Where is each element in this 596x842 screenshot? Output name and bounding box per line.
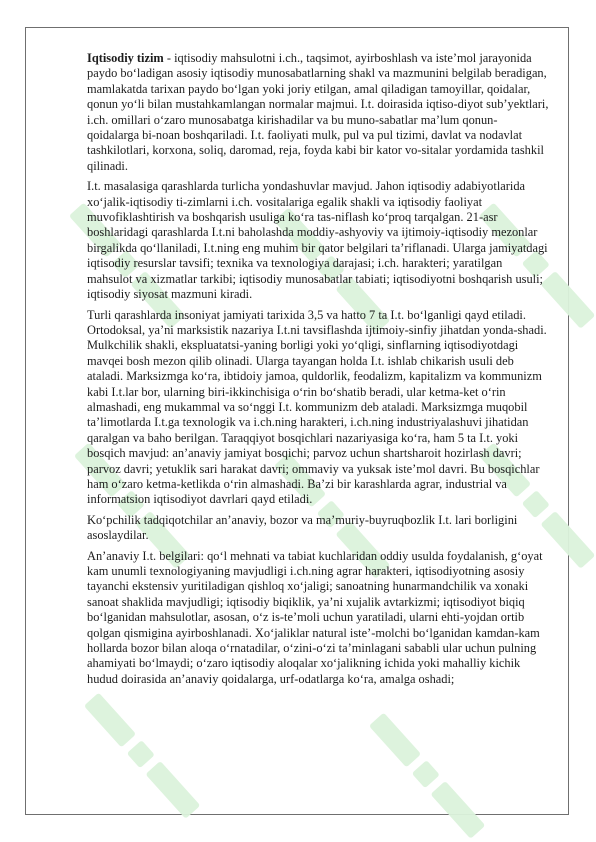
definition-text: - iqtisodiy mahsulotni i.ch., taqsimot, ayirboshlash va iste’mol jarayonida paydo bo‘ladigan asosiy iqtisodiy munosabatlarning shakl va mazmunini belgilab beradigan, mamlakatda tarixan paydo bo‘lgan yoki joriy etilgan, amal qiladigan tamoyillar, qoidalar, qonun yo‘li bilan mustahkamlangan normalar majmui. I.t. doirasida iqtiso-diyot sub’yektlari, i.ch. omillari o‘zaro munosabatga kirishadilar va bu muno-sabatlar ma’lum qonun-qoidalarga bi-noan boshqariladi. I.t. faoliyati mulk, pul va pul tizimi, davlat va nodavlat tashkilotlari, korxona, soliq, daromad, reja, foyda kabi bir kator vo-sitalar yordamida tashkil qilinadi.	[87, 51, 549, 173]
watermark-stripe	[84, 693, 201, 819]
paragraph-definition	[87, 51, 549, 174]
defined-term: Iqtisodiy tizim	[87, 51, 164, 65]
paragraph-approaches: I.t. masalasiga qarashlarda turlicha yondashuvlar mavjud. Jahon iqtisodiy adabiyotlarida xo‘jalik-iqtisodiy ti-zimlarni i.ch. vositalariga egalik shakli va iqtisodiy faoliyat muvofiklashtirish va boshqarish usuliga ko‘ra tas-niflash ko‘proq tarqalgan. 21-asr boshlaridagi qarashlarda I.t.ni baholashda moddiy-ashyoviy va ijtimoiy-iqtisodiy mezonlar birgalikda qo‘llaniladi, I.t.ning eng muhim bir qator belgilari ta’riflanadi. Ularga jamiyatdagi iqtisodiy resurslar tavsifi; texnika va texnologiya darajasi; i.ch. harakteri; yaratilgan mahsulot va xizmatlar tarkibi; iqtisodiy munosabatlar tabiati; iqtisodiyotni boshqarish usuli; iqtisodiy siyosat mazmuni kiradi.	[87, 179, 548, 302]
document-body	[87, 51, 549, 692]
paragraph-history: Turli qarashlarda insoniyat jamiyati tarixida 3,5 va hatto 7 ta I.t. bo‘lganligi qayd etiladi. Ortodoksal, ya’ni marksistik nazariya I.t.ni tavsiflashda ijtimoiy-sinfiy jihatdan yonda-shadi. Mulkchilik shakli, ekspluatatsi-yaning borligi yoki yo‘qligi, sinflarning iqtisodiyotdagi mavqei bosh mezon qilib olinadi. Ularga tayangan holda I.t. ishlab chikarish usuli deb ataladi. Marksizmga ko‘ra, ibtidoiy jamoa, quldorlik, feodalizm, kapitalizm va kommunizm kabi I.t.lar bor, ularning biri-ikkinchisiga o‘rin bo‘shatib beradi, ular ketma-ket o‘rin almashadi, eng mukammal va so‘nggi I.t. kommunizm deb ataladi. Marksizmga muqobil ta’limotlarda I.t.ga texnologik va i.ch.ning harakteri, i.ch.ning industriyalashuvi jihatidan qaralgan va baho berilgan. Taraqqiyot bosqichlari nazariyasiga ko‘ra, ham 5 ta I.t. yoki bosqich mavjud: an’anaviy jamiyat bosqichi; parvoz uchun shartsharoit hozirlash davri; parvoz davri; yetuklik sari harakat davri; ommaviy va yuksak iste’mol davri. Bu bosqichlar ham o‘zaro ketma-ketlikda o‘rin almashadi. Ba’zi bir karashlarda agrar, industrial va informatsion iqtisodiyot davrlari qayd etiladi.	[87, 307, 547, 507]
paragraph-types: Ko‘pchilik tadqiqotchilar an’anaviy, bozor va ma’muriy-buyruqbozlik I.t. lari borligini asoslaydilar.	[87, 512, 518, 543]
watermark-stripe	[369, 713, 486, 839]
paragraph-traditional: An’anaviy I.t. belgilari: qo‘l mehnati va tabiat kuchlaridan oddiy usulda foydalanish, g‘oyat kam unumli texnologiyaning mavjudligi i.ch.ning agrar harakteri, iqtisodiyotning asosiy tayanchi ekstensiv yuritiladigan qishloq xo‘jaligi; sanoatning hunarmandchilik va xonaki sanoat shaklida mavjudligi; iqtisodiy biqiklik, ya’ni xujalik avtarkizmi; iqtisodiyot biqiq bo‘lganidan mahsulotlar, asosan, o‘z is-te’moli uchun yaratiladi, ularni ehti-yojdan ortib qolgan qismigina ayirboshlanadi. Xo‘jaliklar natural iste’-molchi bo‘lganidan kamdan-kam hollarda bozor bilan aloqa o‘rnatadilar, o‘zini-o‘zi ta’minlagani sababli ular uchun pulning ahamiyati bo‘lmaydi; o‘zaro iqtisodiy aloqalar xo‘jalikning ichida yoki mahalliy kichik hudud doirasida an’anaviy qoidalarga, urf-odatlarga ko‘ra, amalga oshadi;	[87, 548, 543, 686]
